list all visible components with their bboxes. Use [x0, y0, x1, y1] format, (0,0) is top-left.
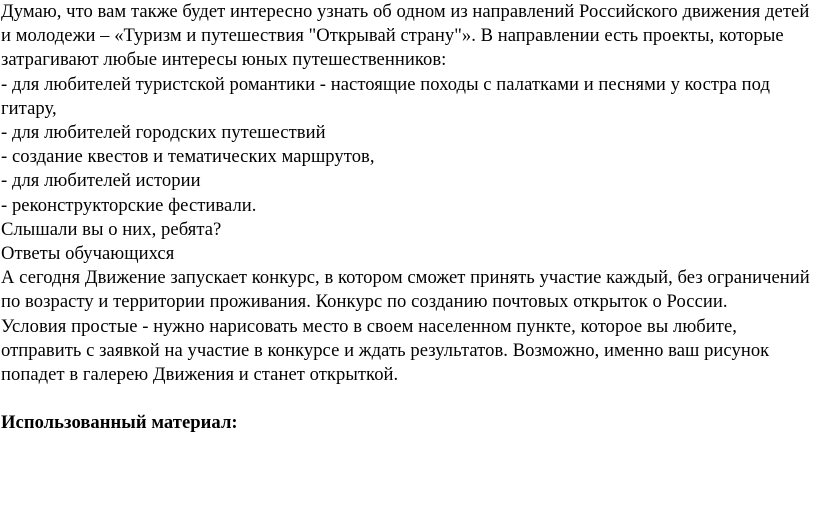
blank-line: [1, 387, 813, 411]
paragraph-contest: А сегодня Движение запускает конкурс, в котором сможет принять участие каждый, без ограничений по возрасту и территории проживания. Конкурс по созданию почтовых открыток о России.: [1, 267, 810, 313]
list-item-festivals: - реконструкторские фестивали.: [1, 194, 257, 216]
materials-heading: Использованный материал:: [1, 412, 238, 434]
paragraph-conditions: Условия простые - нужно нарисовать место в своем населенном пункте, которое вы любите, отправить с заявкой на участие в конкурсе и ждать результатов. Возможно, именно ваш рисунок попадет в галерею Движения и станет открыткой.: [1, 315, 770, 386]
list-item-romance: - для любителей туристской романтики - настоящие походы с палатками и песнями у костра под гитару,: [1, 73, 770, 119]
question-line: Слышали вы о них, ребята?: [1, 218, 222, 240]
list-item-city-travel: - для любителей городских путешествий: [1, 122, 326, 144]
list-item-quests: - создание квестов и тематических маршрутов,: [1, 146, 375, 168]
student-answers-line: Ответы обучающихся: [1, 243, 175, 265]
paragraph-intro: Думаю, что вам также будет интересно узнать об одном из направлений Российского движения детей и молодежи – «Туризм и путешествия "Открывай страну"». В направлении есть проекты, которые затрагивают любые интересы юных путешественников:: [1, 1, 810, 71]
list-item-history: - для любителей истории: [1, 170, 201, 192]
